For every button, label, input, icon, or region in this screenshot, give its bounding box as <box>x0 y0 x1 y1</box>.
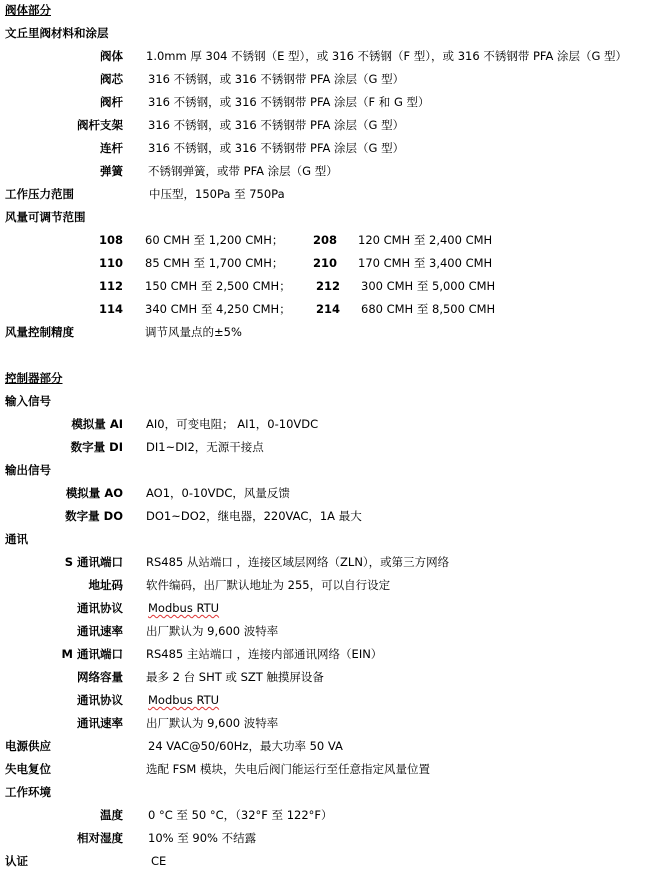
material-value: 不锈钢弹簧，或带 PFA 涂层（G 型） <box>148 164 338 178</box>
output-label: 模拟量 AO <box>65 486 123 500</box>
input-label: 模拟量 AI <box>71 417 123 431</box>
material-value: 316 不锈钢，或 316 不锈钢带 PFA 涂层（F 和 G 型） <box>148 95 430 109</box>
flow-range: 60 CMH 至 1,200 CMH； <box>145 233 284 247</box>
comm-label: 通讯速率 <box>77 624 123 638</box>
cert-label: 认证 <box>5 854 28 868</box>
flow-model: 112 <box>99 279 124 293</box>
flow-model: 212 <box>316 279 341 293</box>
material-label: 阀体 <box>100 49 123 63</box>
env-label: 温度 <box>100 808 123 822</box>
comm-label: M 通讯端口 <box>61 647 123 661</box>
material-value: 316 不锈钢，或 316 不锈钢带 PFA 涂层（G 型） <box>148 72 405 86</box>
comm-label: 通讯速率 <box>77 716 123 730</box>
comm-value: 软件编码，出厂默认地址为 255，可以自行设定 <box>146 578 391 592</box>
comm-label: 通讯协议 <box>77 601 123 615</box>
flow-label: 风量可调节范围 <box>5 210 86 224</box>
env-value: 10% 至 90% 不结露 <box>148 831 257 845</box>
comm-label: S 通讯端口 <box>64 555 123 569</box>
comm-label: 网络容量 <box>77 670 123 684</box>
material-value: 1.0mm 厚 304 不锈钢（E 型），或 316 不锈钢（F 型），或 316 不锈钢带 PFA 涂层（G 型） <box>146 49 628 63</box>
pressure-label: 工作压力范围 <box>5 187 74 201</box>
output-label: 数字量 DO <box>65 509 123 523</box>
input-label: 数字量 DI <box>70 440 123 454</box>
comm-value: 最多 2 台 SHT 或 SZT 触摸屏设备 <box>146 670 324 684</box>
input-title: 输入信号 <box>5 394 51 408</box>
flow-range: 120 CMH 至 2,400 CMH <box>358 233 493 247</box>
accuracy-label: 风量控制精度 <box>5 325 74 339</box>
material-value: 316 不锈钢，或 316 不锈钢带 PFA 涂层（G 型） <box>148 118 405 132</box>
env-title: 工作环境 <box>5 785 51 799</box>
env-label: 相对湿度 <box>77 831 123 845</box>
comm-label: 通讯协议 <box>77 693 123 707</box>
env-value: 0 °C 至 50 °C，（32°F 至 122°F） <box>148 808 333 822</box>
pressure-value: 中压型，150Pa 至 750Pa <box>149 187 285 201</box>
comm-value: 出厂默认为 9,600 波特率 <box>146 624 279 638</box>
comm-value: Modbus RTU <box>148 693 220 707</box>
valve-section-title: 阀体部分 <box>5 3 51 17</box>
flow-range: 170 CMH 至 3,400 CMH <box>358 256 493 270</box>
material-label: 阀芯 <box>100 72 123 86</box>
comm-value: 出厂默认为 9,600 波特率 <box>146 716 279 730</box>
power-value: 24 VAC@50/60Hz，最大功率 50 VA <box>148 739 343 753</box>
material-label: 连杆 <box>100 141 123 155</box>
flow-range: 680 CMH 至 8,500 CMH <box>361 302 496 316</box>
flow-range: 300 CMH 至 5,000 CMH <box>361 279 496 293</box>
comm-value: RS485 从站端口 ，连接区域层网络（ZLN），或第三方网络 <box>146 555 450 569</box>
accuracy-value: 调节风量点的±5% <box>145 325 242 339</box>
comm-value: RS485 主站端口 ，连接内部通讯网络（EIN） <box>146 647 383 661</box>
power-label: 电源供应 <box>5 739 51 753</box>
controller-section-title: 控制器部分 <box>5 371 63 385</box>
output-value: AO1，0-10VDC，风量反馈 <box>146 486 290 500</box>
output-value: DO1~DO2，继电器，220VAC，1A 最大 <box>146 509 362 523</box>
materials-title: 文丘里阀材料和涂层 <box>5 26 109 40</box>
flow-model: 110 <box>99 256 124 270</box>
flow-range: 85 CMH 至 1,700 CMH； <box>145 256 284 270</box>
comm-value: Modbus RTU <box>148 601 220 615</box>
material-label: 弹簧 <box>100 164 123 178</box>
output-title: 输出信号 <box>5 463 51 477</box>
flow-model: 114 <box>99 302 124 316</box>
flow-model: 214 <box>316 302 341 316</box>
reset-value: 选配 FSM 模块，失电后阀门能运行至任意指定风量位置 <box>146 762 430 776</box>
input-value: AI0，可变电阻； AI1，0-10VDC <box>146 417 319 431</box>
flow-model: 108 <box>99 233 124 247</box>
reset-label: 失电复位 <box>5 762 51 776</box>
comm-label: 地址码 <box>88 578 123 592</box>
material-label: 阀杆支架 <box>77 118 123 132</box>
flow-range: 340 CMH 至 4,250 CMH； <box>145 302 291 316</box>
flow-model: 208 <box>313 233 338 247</box>
material-value: 316 不锈钢，或 316 不锈钢带 PFA 涂层（G 型） <box>148 141 405 155</box>
material-label: 阀杆 <box>100 95 123 109</box>
flow-model: 210 <box>313 256 338 270</box>
flow-range: 150 CMH 至 2,500 CMH； <box>145 279 291 293</box>
comm-title: 通讯 <box>5 532 28 546</box>
input-value: DI1~DI2，无源干接点 <box>146 440 264 454</box>
cert-value: CE <box>151 854 167 868</box>
